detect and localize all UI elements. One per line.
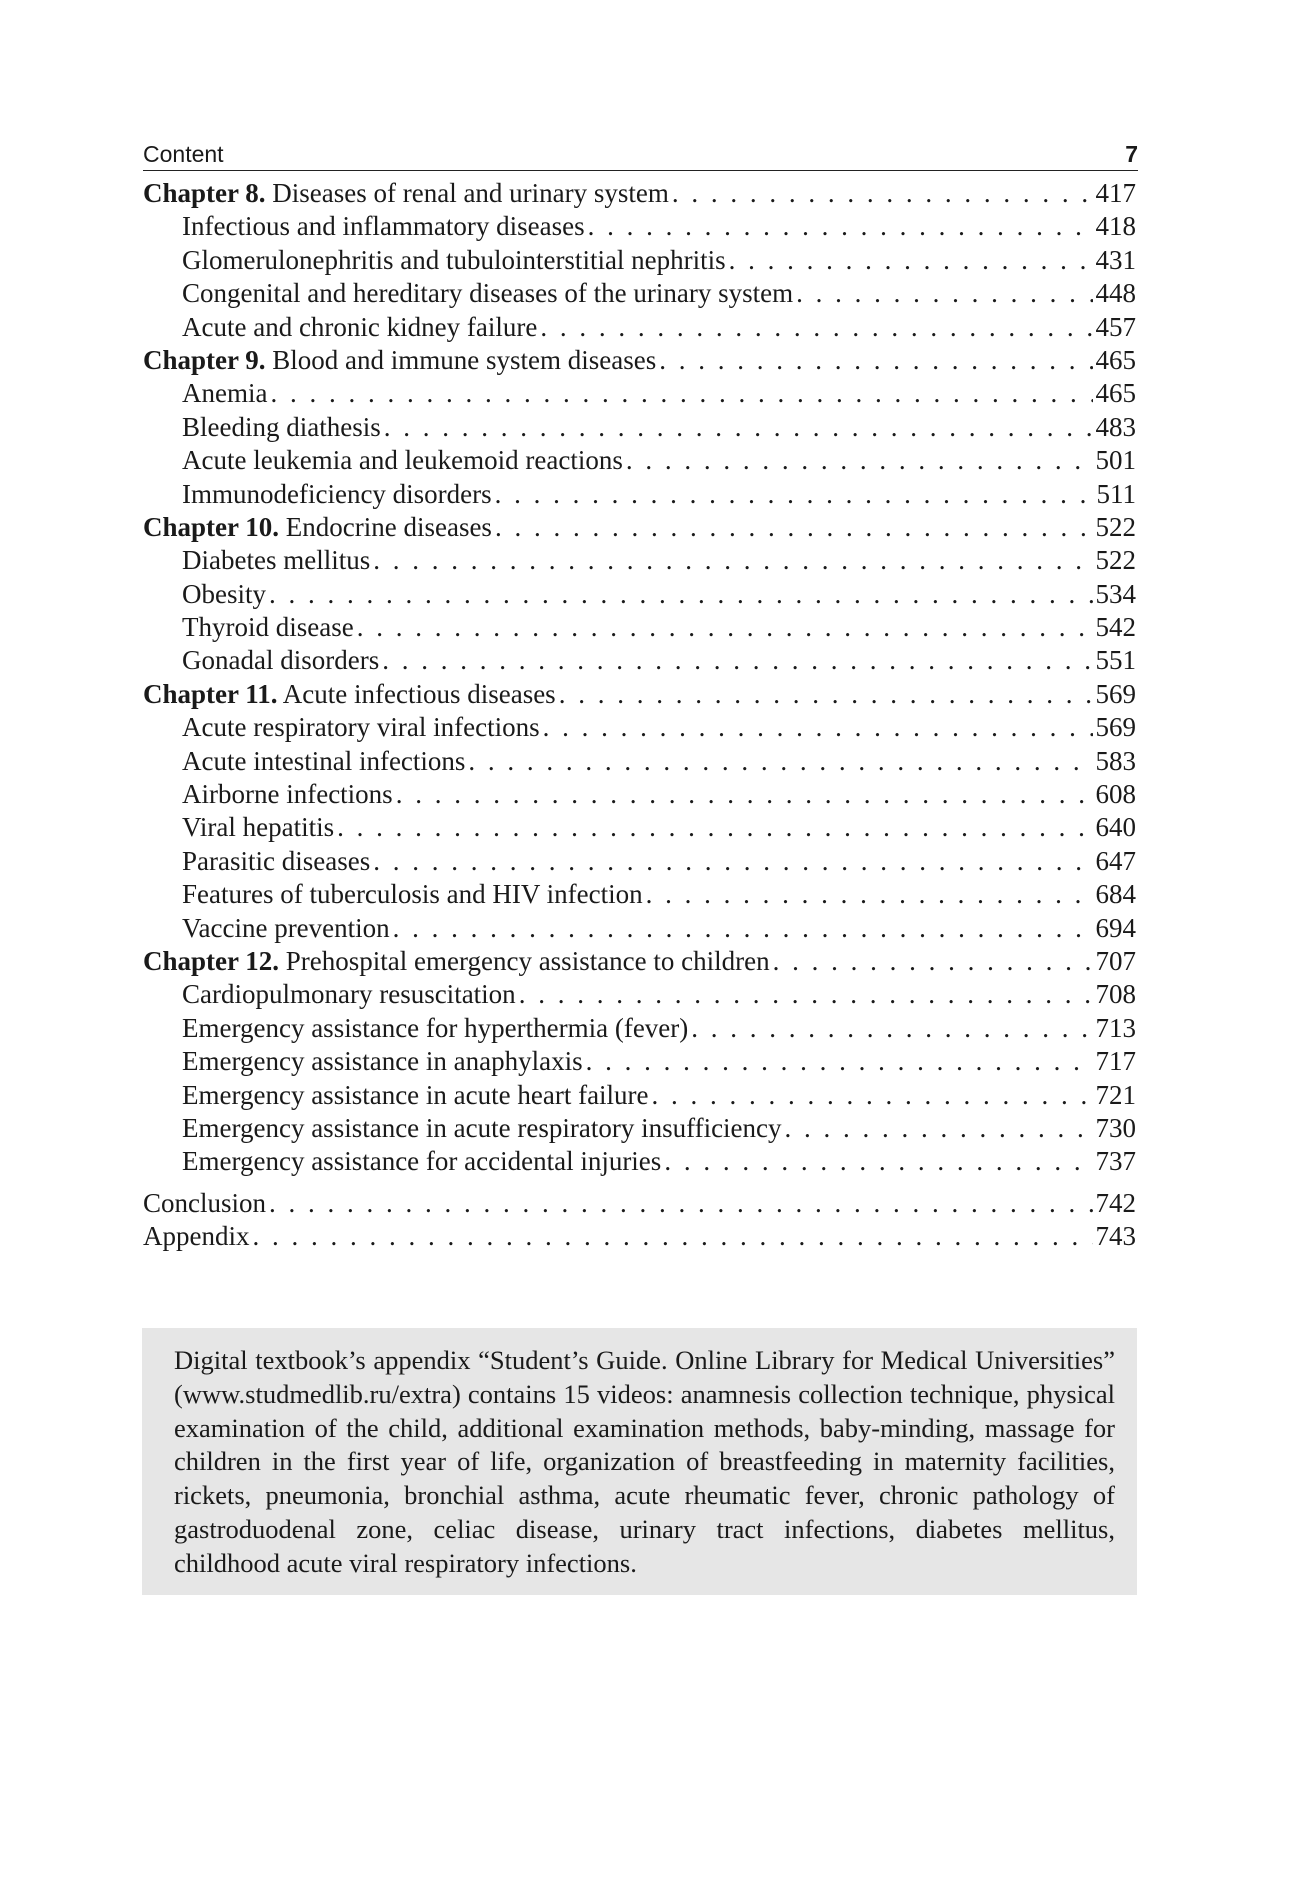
toc-entry-title bbox=[182, 778, 393, 811]
toc-chapter-entry bbox=[143, 344, 1136, 377]
entry-title-text: Cardiopulmonary resuscitation bbox=[182, 979, 516, 1010]
chapter-label: Chapter 12. bbox=[143, 945, 280, 976]
toc-entry-title bbox=[182, 311, 537, 344]
dot-leader bbox=[652, 1079, 1093, 1112]
dot-leader bbox=[664, 1145, 1092, 1178]
dot-leader bbox=[468, 745, 1092, 778]
toc-entry-title bbox=[182, 711, 540, 744]
toc-entry-title bbox=[182, 377, 267, 410]
toc-page-number: 640 bbox=[1095, 812, 1136, 843]
toc-page-number: 713 bbox=[1095, 1012, 1136, 1043]
dot-leader bbox=[495, 511, 1093, 544]
toc-page-number: 647 bbox=[1095, 845, 1136, 876]
toc-entry bbox=[143, 1012, 1136, 1045]
digital-appendix-note bbox=[142, 1328, 1137, 1595]
toc-chapter-entry bbox=[143, 511, 1136, 544]
toc-page-number: 418 bbox=[1095, 211, 1136, 242]
toc-entry-title bbox=[182, 478, 492, 511]
toc-entry bbox=[143, 377, 1136, 410]
toc-page-number: 717 bbox=[1095, 1046, 1136, 1077]
entry-title-text: Emergency assistance in acute respiratory insufficiency bbox=[182, 1112, 782, 1143]
toc-page-number: 707 bbox=[1095, 945, 1136, 976]
toc-entry bbox=[143, 444, 1136, 477]
entry-title-text: Conclusion bbox=[143, 1187, 267, 1218]
toc-entry bbox=[143, 277, 1136, 310]
toc-page-number: 501 bbox=[1095, 445, 1136, 476]
toc-entry-title bbox=[182, 244, 726, 277]
dot-leader bbox=[785, 1112, 1093, 1145]
toc-page-number: 684 bbox=[1095, 879, 1136, 910]
toc-page-number: 457 bbox=[1095, 311, 1136, 342]
toc-entry-title bbox=[182, 811, 334, 844]
toc-page-number: 534 bbox=[1095, 578, 1136, 609]
entry-title-text: Acute infectious diseases bbox=[277, 678, 556, 709]
chapter-label: Chapter 11. bbox=[143, 678, 278, 709]
dot-leader bbox=[796, 277, 1092, 310]
table-of-contents bbox=[143, 177, 1136, 1254]
entry-title-text: Thyroid disease bbox=[182, 612, 354, 643]
toc-entry-title bbox=[143, 511, 492, 544]
page bbox=[143, 138, 1138, 1254]
dot-leader bbox=[270, 377, 1092, 410]
entry-title-text: Obesity bbox=[182, 578, 266, 609]
entry-title-text: Emergency assistance in anaphylaxis bbox=[182, 1046, 583, 1077]
toc-entry-title bbox=[143, 177, 669, 210]
dot-leader bbox=[543, 711, 1093, 744]
toc-page-number: 551 bbox=[1095, 645, 1136, 676]
toc-page-number: 417 bbox=[1095, 178, 1136, 208]
note-text: Digital textbook’s appendix “Student’s Guide. Online Library for Medical Universities” (www.studmedlib.ru/extra) contains 15 videos: anamnesis collection technique, physical examination of the child, additional examination methods, baby-minding, massage for children in the first year of life, organization of breastfeeding in maternity facilities, rickets, pneumonia, bronchial asthma, acute rheumatic fever, chronic pathology of gastroduodenal zone, celiac disease, urinary tract infections, diabetes mellitus, childhood acute viral respiratory infections. bbox=[174, 1345, 1115, 1578]
toc-entry bbox=[143, 578, 1136, 611]
toc-entry bbox=[143, 411, 1136, 444]
toc-page-number: 511 bbox=[1096, 478, 1136, 509]
toc-entry bbox=[143, 845, 1136, 878]
toc-entry-title bbox=[182, 1145, 661, 1178]
dot-leader bbox=[519, 978, 1093, 1011]
entry-title-text: Gonadal disorders bbox=[182, 645, 380, 676]
toc-entry bbox=[143, 912, 1136, 945]
entry-title-text: Endocrine diseases bbox=[279, 511, 492, 542]
dot-leader bbox=[373, 845, 1092, 878]
toc-entry bbox=[143, 311, 1136, 344]
toc-entry bbox=[143, 978, 1136, 1011]
toc-entry bbox=[143, 210, 1136, 243]
toc-entry-title bbox=[143, 1220, 249, 1253]
dot-leader bbox=[384, 411, 1093, 444]
dot-leader bbox=[588, 210, 1093, 243]
toc-entry bbox=[143, 745, 1136, 778]
dot-leader bbox=[357, 611, 1093, 644]
toc-page-number: 742 bbox=[1095, 1187, 1136, 1218]
toc-page-number: 465 bbox=[1095, 344, 1136, 375]
dot-leader bbox=[646, 878, 1093, 911]
entry-title-text: Airborne infections bbox=[182, 779, 393, 810]
toc-entry-title bbox=[182, 210, 585, 243]
entry-title-text: Infectious and inflammatory diseases bbox=[182, 211, 585, 242]
toc-page-number: 542 bbox=[1095, 612, 1136, 643]
toc-entry-title bbox=[182, 644, 379, 677]
toc-page-number: 721 bbox=[1095, 1079, 1136, 1110]
toc-entry-title bbox=[182, 1112, 782, 1145]
entry-title-text: Emergency assistance in acute heart failure bbox=[182, 1079, 649, 1110]
toc-entry bbox=[143, 544, 1136, 577]
toc-entry-title bbox=[182, 544, 370, 577]
dot-leader bbox=[396, 778, 1093, 811]
toc-entry-title bbox=[182, 878, 643, 911]
toc-entry-title bbox=[182, 611, 354, 644]
toc-entry-title bbox=[182, 277, 793, 310]
toc-page-number: 465 bbox=[1095, 378, 1136, 409]
dot-leader bbox=[672, 177, 1093, 210]
entry-title-text: Acute intestinal infections bbox=[182, 745, 466, 776]
entry-title-text: Features of tuberculosis and HIV infection bbox=[182, 879, 643, 910]
toc-entry bbox=[143, 644, 1136, 677]
toc-entry-title bbox=[182, 845, 370, 878]
toc-page-number: 694 bbox=[1095, 912, 1136, 943]
toc-entry-title bbox=[143, 344, 656, 377]
toc-chapter-entry bbox=[143, 177, 1136, 210]
entry-title-text: Emergency assistance for accidental injuries bbox=[182, 1146, 662, 1177]
toc-entry bbox=[143, 244, 1136, 277]
dot-leader bbox=[373, 544, 1092, 577]
dot-leader bbox=[393, 912, 1093, 945]
dot-leader bbox=[495, 478, 1093, 511]
dot-leader bbox=[559, 678, 1093, 711]
toc-spacer bbox=[143, 1179, 1136, 1187]
toc-page-number: 737 bbox=[1095, 1146, 1136, 1177]
toc-entry bbox=[143, 1145, 1136, 1178]
toc-entry bbox=[143, 478, 1136, 511]
dot-leader bbox=[269, 578, 1093, 611]
dot-leader bbox=[540, 311, 1092, 344]
entry-title-text: Appendix bbox=[143, 1221, 250, 1252]
toc-entry-title bbox=[143, 1187, 266, 1220]
dot-leader bbox=[691, 1012, 1092, 1045]
toc-entry bbox=[143, 1045, 1136, 1078]
toc-entry-title bbox=[182, 444, 623, 477]
entry-title-text: Bleeding diathesis bbox=[182, 411, 381, 442]
toc-page-number: 448 bbox=[1095, 278, 1136, 309]
toc-page-number: 522 bbox=[1095, 545, 1136, 576]
entry-title-text: Diseases of renal and urinary system bbox=[265, 178, 669, 208]
toc-page-number: 743 bbox=[1095, 1221, 1136, 1252]
toc-page-number: 431 bbox=[1095, 244, 1136, 275]
dot-leader bbox=[252, 1220, 1092, 1253]
running-header bbox=[143, 138, 1138, 171]
toc-entry-title bbox=[182, 1079, 649, 1112]
header-section-title: Content bbox=[143, 141, 224, 167]
toc-entry bbox=[143, 811, 1136, 844]
toc-entry bbox=[143, 1220, 1136, 1253]
dot-leader bbox=[269, 1187, 1092, 1220]
entry-title-text: Glomerulonephritis and tubulointerstitial nephritis bbox=[182, 244, 726, 275]
entry-title-text: Acute and chronic kidney failure bbox=[182, 311, 538, 342]
toc-page-number: 522 bbox=[1095, 511, 1136, 542]
toc-entry-title bbox=[182, 978, 516, 1011]
toc-entry bbox=[143, 711, 1136, 744]
chapter-label: Chapter 9. bbox=[143, 344, 266, 375]
toc-page-number: 708 bbox=[1095, 979, 1136, 1010]
toc-entry-title bbox=[143, 945, 770, 978]
entry-title-text: Acute leukemia and leukemoid reactions bbox=[182, 445, 623, 476]
toc-page-number: 483 bbox=[1095, 411, 1136, 442]
toc-page-number: 569 bbox=[1095, 678, 1136, 709]
toc-entry bbox=[143, 611, 1136, 644]
toc-chapter-entry bbox=[143, 945, 1136, 978]
toc-chapter-entry bbox=[143, 678, 1136, 711]
toc-page-number: 608 bbox=[1095, 779, 1136, 810]
toc-entry bbox=[143, 1187, 1136, 1220]
entry-title-text: Emergency assistance for hyperthermia (fever) bbox=[182, 1012, 689, 1043]
toc-page-number: 730 bbox=[1095, 1112, 1136, 1143]
dot-leader bbox=[626, 444, 1093, 477]
chapter-label: Chapter 10. bbox=[143, 511, 280, 542]
toc-page-number: 569 bbox=[1095, 712, 1136, 743]
toc-entry-title bbox=[143, 678, 556, 711]
entry-title-text: Immunodeficiency disorders bbox=[182, 478, 492, 509]
toc-entry-title bbox=[182, 1012, 688, 1045]
toc-entry bbox=[143, 778, 1136, 811]
entry-title-text: Acute respiratory viral infections bbox=[182, 712, 540, 743]
toc-entry bbox=[143, 1112, 1136, 1145]
dot-leader bbox=[659, 344, 1092, 377]
toc-entry bbox=[143, 1079, 1136, 1112]
entry-title-text: Prehospital emergency assistance to children bbox=[279, 945, 770, 976]
toc-page-number: 583 bbox=[1095, 745, 1136, 776]
toc-entry-title bbox=[182, 912, 390, 945]
toc-entry-title bbox=[182, 411, 381, 444]
entry-title-text: Congenital and hereditary diseases of the urinary system bbox=[182, 278, 794, 309]
toc-entry-title bbox=[182, 1045, 583, 1078]
dot-leader bbox=[773, 945, 1093, 978]
toc-entry-title bbox=[182, 578, 266, 611]
entry-title-text: Vaccine prevention bbox=[182, 912, 390, 943]
page-number: 7 bbox=[1125, 141, 1138, 167]
entry-title-text: Viral hepatitis bbox=[182, 812, 335, 843]
entry-title-text: Diabetes mellitus bbox=[182, 545, 371, 576]
toc-entry-title bbox=[182, 745, 465, 778]
toc-entry bbox=[143, 878, 1136, 911]
entry-title-text: Blood and immune system diseases bbox=[265, 344, 657, 375]
entry-title-text: Anemia bbox=[182, 378, 268, 409]
dot-leader bbox=[729, 244, 1093, 277]
dot-leader bbox=[382, 644, 1092, 677]
chapter-label: Chapter 8. bbox=[143, 178, 266, 208]
dot-leader bbox=[337, 811, 1092, 844]
dot-leader bbox=[586, 1045, 1093, 1078]
entry-title-text: Parasitic diseases bbox=[182, 845, 371, 876]
